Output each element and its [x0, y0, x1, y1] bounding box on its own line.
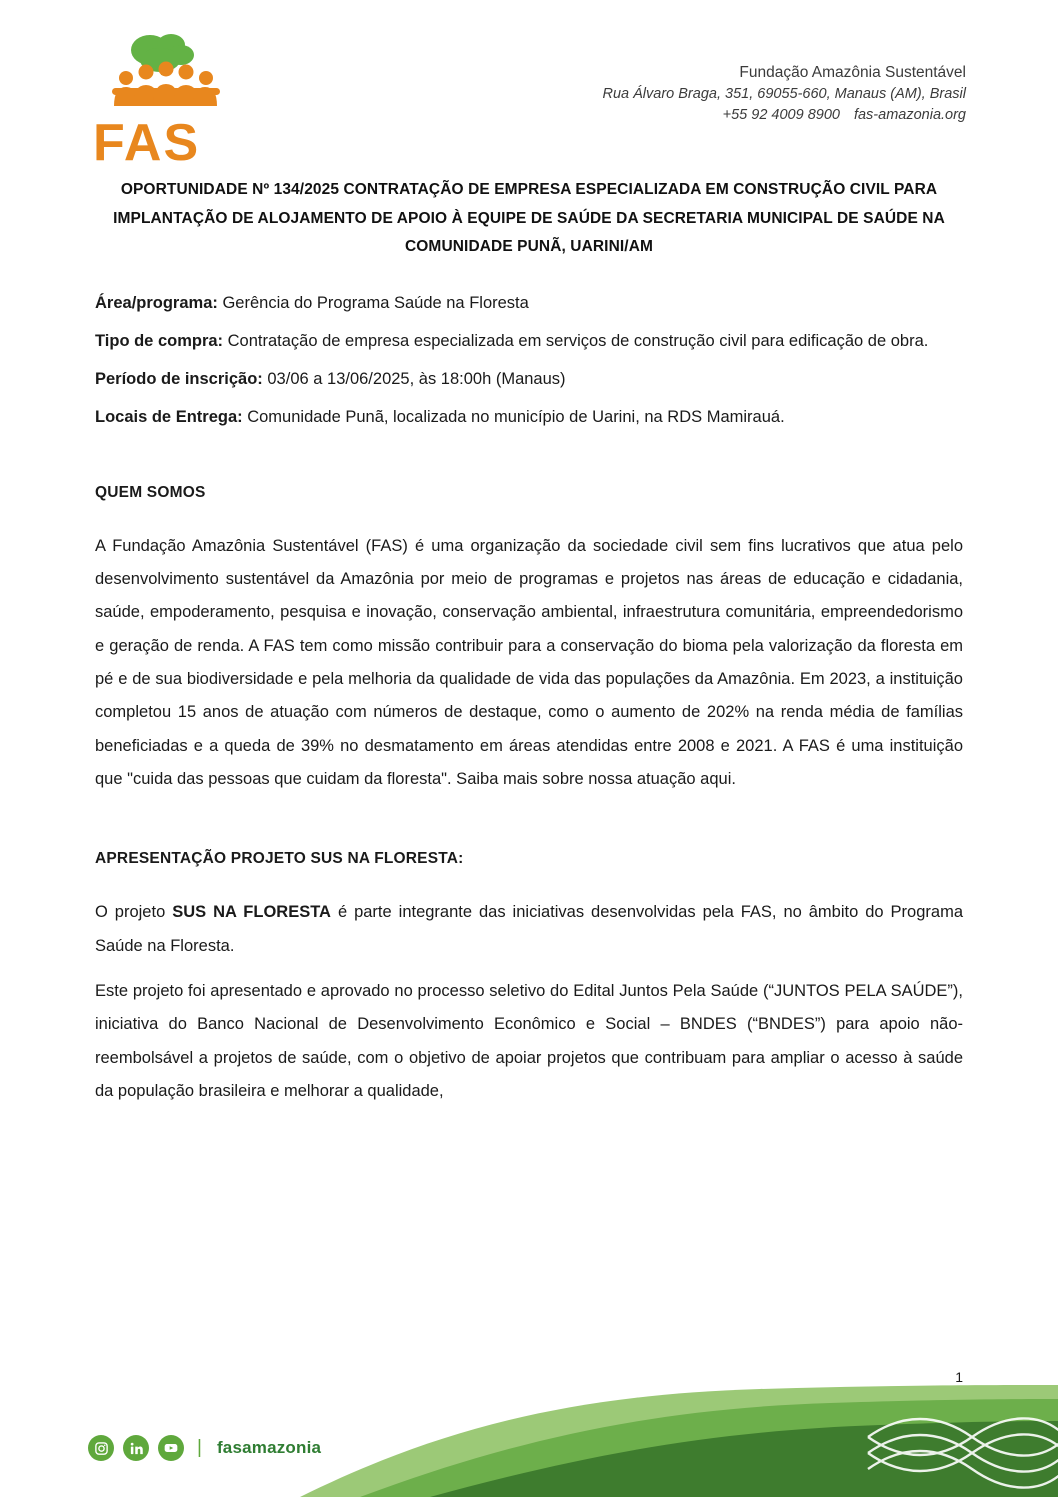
meta-row-area [95, 292, 963, 316]
page-number: 1 [955, 1369, 963, 1385]
meta-row-periodo [95, 368, 963, 392]
apresentacao-text-c: é parte integrante das iniciativas desenvolvidas pela FAS, no âmbito do Programa Saúde na Floresta. [95, 903, 963, 955]
fas-logo [88, 28, 238, 172]
opportunity-metadata [95, 292, 963, 430]
document-header [0, 0, 1058, 172]
people-icon [112, 62, 220, 107]
meta-value-periodo: 03/06 a 13/06/2025, às 18:00h (Manaus) [262, 369, 566, 388]
linkedin-icon[interactable] [123, 1435, 149, 1461]
social-divider: | [197, 1437, 202, 1458]
organization-address: Rua Álvaro Braga, 351, 69055-660, Manaus (AM), Brasil [602, 86, 966, 103]
section-heading-apresentacao: APRESENTAÇÃO PROJETO SUS NA FLORESTA: [95, 850, 464, 868]
organization-info [603, 62, 967, 127]
meta-label-area: Área/programa: [95, 294, 218, 313]
youtube-icon[interactable] [158, 1435, 184, 1461]
organization-name: Fundação Amazônia Sustentável [739, 64, 966, 81]
paragraph-apresentacao-2: Este projeto foi apresentado e aprovado no processo seletivo do Edital Juntos Pela Saúde (“JUNTOS PELA SAÚDE”), iniciativa do Banco Nacional de Desenvolvimento Econômico e Social – BNDES (“BNDES”) para apoio não-reembolsável a projetos de saúde, com o objetivo de apoiar projetos que contribuam para ampliar o acesso à saúde da população brasileira e melhorar a qualidade, [95, 981, 963, 1100]
apresentacao-text-a: O projeto [95, 903, 173, 922]
meta-value-area: Gerência do Programa Saúde na Floresta [217, 294, 529, 313]
meta-value-locais: Comunidade Punã, localizada no município de Uarini, na RDS Mamirauá. [242, 407, 785, 426]
meta-row-locais [95, 406, 963, 430]
social-links[interactable] [88, 1435, 321, 1461]
organization-contact [603, 105, 967, 126]
meta-label-locais: Locais de Entrega: [95, 407, 243, 426]
organization-phone: +55 92 4009 8900 [722, 107, 840, 124]
section-heading-quem-somos: QUEM SOMOS [95, 483, 206, 501]
paragraph-apresentacao-1 [95, 896, 963, 963]
meta-label-periodo: Período de inscrição: [95, 369, 263, 388]
page-title: OPORTUNIDADE Nº 134/2025 CONTRATAÇÃO DE EMPRESA ESPECIALIZADA EM CONSTRUÇÃO CIVIL PARA IMPLANTAÇÃO DE ALOJAMENTO DE APOIO À EQUIPE DE SAÚDE DA SECRETARIA MUNICIPAL DE SAÚDE NA COMUNIDADE PUNÃ, UARINI/AM [113, 181, 945, 256]
instagram-icon[interactable] [88, 1435, 114, 1461]
paragraph-quem-somos: A Fundação Amazônia Sustentável (FAS) é uma organização da sociedade civil sem fins lucrativos que atua pelo desenvolvimento sustentável da Amazônia por meio de programas e projetos nas áreas de educação e cidadania, saúde, empoderamento, pesquisa e inovação, conservação ambiental, infraestrutura comunitária, empreendedorismo e geração de renda. A FAS tem como missão contribuir para a conservação do bioma pela valorização da floresta em pé e de sua biodiversidade e pela melhoria da qualidade de vida das populações da Amazônia. Em 2023, a instituição completou 15 anos de atuação com números de destaque, como o aumento de 202% na renda média de famílias beneficiadas e a queda de 39% no desmatamento em áreas atendidas entre 2008 e 2021. A FAS é uma instituição que "cuida das pessoas que cuidam da floresta". Saiba mais sobre nossa atuação aqui. [95, 536, 963, 788]
logo-wordmark: FAS [93, 114, 201, 172]
meta-value-tipo: Contratação de empresa especializada em serviços de construção civil para edificação de obra. [223, 331, 929, 350]
apresentacao-project-name: SUS NA FLORESTA [172, 903, 331, 922]
meta-label-tipo: Tipo de compra: [95, 331, 224, 350]
meta-row-tipo [95, 330, 963, 354]
organization-website: fas-amazonia.org [853, 107, 966, 124]
document-footer [0, 1379, 1058, 1497]
social-handle[interactable]: fasamazonia [216, 1438, 322, 1457]
